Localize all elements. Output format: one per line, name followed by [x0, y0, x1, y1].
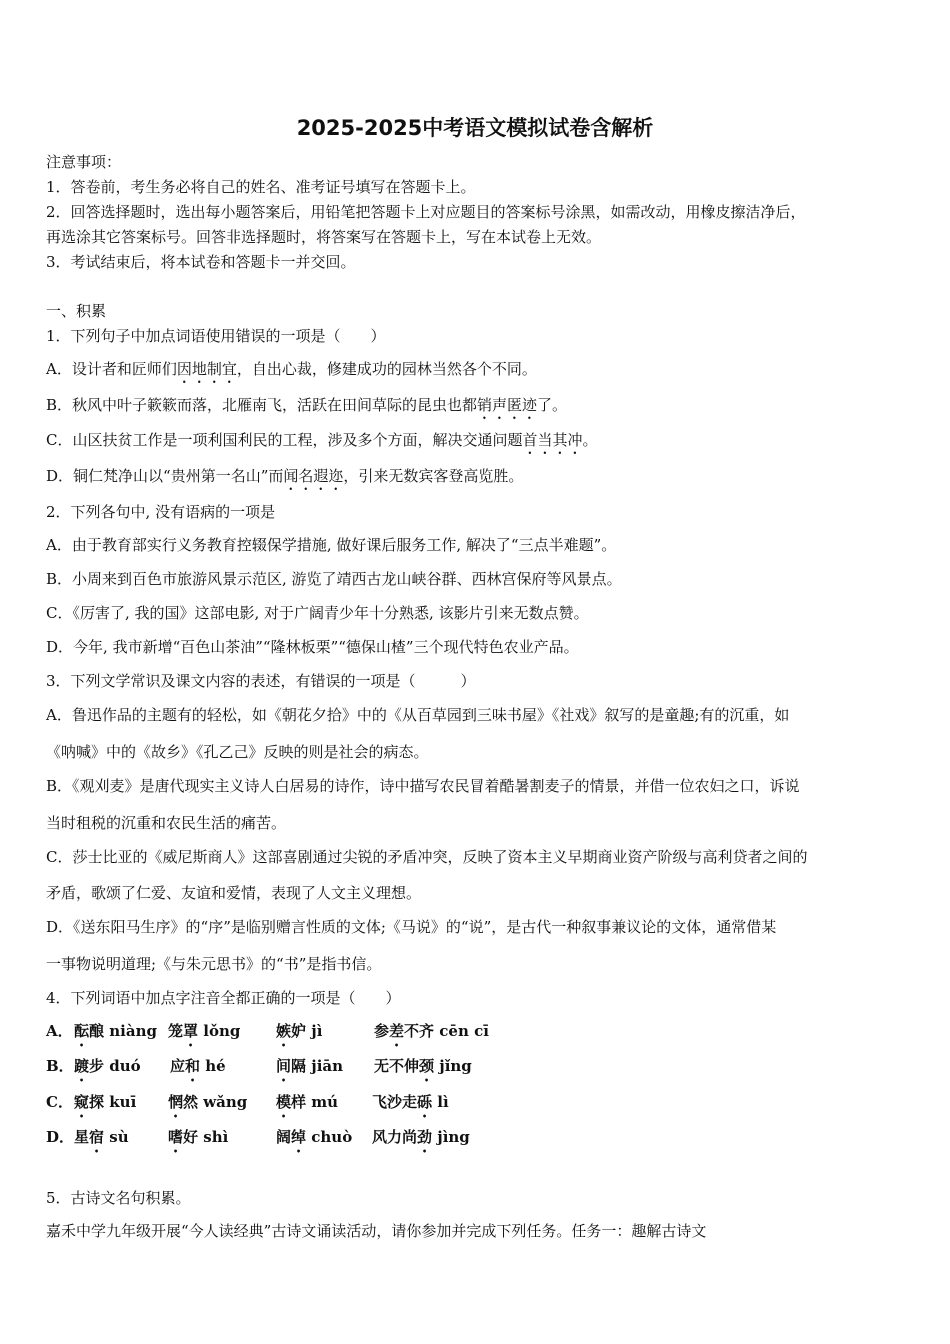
word-1: 星宿 sù	[74, 1128, 129, 1146]
word-1: 窥探 kuī	[74, 1093, 137, 1111]
pinyin: sù	[109, 1128, 129, 1146]
pinyin: jiān	[311, 1057, 344, 1075]
word-2: 惘然 wǎng	[168, 1093, 248, 1111]
option-label: D．铜仁梵净山以“贵州第一名山”而	[46, 467, 284, 485]
pinyin: niàng	[109, 1022, 157, 1040]
option-label: B．秋风中叶子簌簌而落，北雁南飞，活跃在田间草际的昆虫也都	[46, 396, 478, 414]
question-5-intro: 嘉禾中学九年级开展“今人读经典”古诗文诵读活动，请你参加并完成下列任务。任务一：趣解古诗文	[46, 1222, 707, 1240]
notice-heading: 注意事项：	[46, 153, 122, 171]
pinyin: cēn cī	[439, 1022, 489, 1040]
word-2: 笼罩 lǒng	[168, 1022, 241, 1040]
notice-item: 1．答卷前，考生务必将自己的姓名、准考证号填写在答题卡上。	[46, 178, 476, 196]
question-3-option-d-cont: 一事物说明道理;《与朱元思书》的“书”是指书信。	[46, 955, 382, 973]
question-3-option-b: B．《观刈麦》是唐代现实主义诗人白居易的诗作，诗中描写农民冒着酷暑割麦子的情景，并借一位农妇之口，诉说	[46, 777, 800, 795]
question-2-option-c: C．《厉害了, 我的国》这部电影, 对于广阔青少年十分熟悉, 该影片引来无数点赞。	[46, 604, 589, 622]
pinyin: duó	[109, 1057, 141, 1075]
pinyin: jìng	[437, 1128, 470, 1146]
option-label: D．	[46, 1128, 75, 1146]
pinyin: shì	[203, 1128, 229, 1146]
question-3-option-a-cont: 《呐喊》中的《故乡》《孔乙己》反映的则是社会的病态。	[46, 743, 429, 761]
dotted-word: 首当其冲	[522, 431, 583, 449]
option-label: A．设计者和匠师们	[46, 360, 177, 378]
pinyin: jǐng	[439, 1057, 472, 1075]
notice-item: 3．考试结束后，将本试卷和答题卡一并交回。	[46, 253, 356, 271]
pinyin: kuī	[109, 1093, 137, 1111]
dotted-word: 销声匿迹	[477, 396, 538, 414]
option-label: B．	[46, 1057, 74, 1075]
option-label: A．	[46, 1022, 73, 1040]
pinyin: jì	[311, 1022, 323, 1040]
pinyin: lì	[437, 1093, 449, 1111]
question-1-option-c	[46, 430, 908, 458]
question-1-stem: 1．下列句子中加点词语使用错误的一项是（ ）	[46, 327, 386, 345]
word-3: 间隔 jiān	[276, 1057, 344, 1075]
question-2-stem: 2．下列各句中, 没有语病的一项是	[46, 503, 276, 521]
question-2-option-b: B．小周来到百色市旅游风景示范区, 游览了靖西古龙山峡谷群、西林宫保府等风景点。	[46, 570, 622, 588]
pinyin: wǎng	[203, 1093, 248, 1111]
question-1-option-d	[46, 466, 908, 494]
pinyin: mú	[311, 1093, 339, 1111]
word-1: 酝酿 niàng	[74, 1022, 157, 1040]
question-2-option-a: A．由于教育部实行义务教育控辍保学措施, 做好课后服务工作, 解决了“三点半难题”。	[46, 536, 617, 554]
notice-item: 再选涂其它答案标号。回答非选择题时，将答案写在答题卡上，写在本试卷上无效。	[46, 228, 602, 246]
question-2-option-d: D．今年, 我市新增“百色山茶油”“隆林板栗”“德保山楂”三个现代特色农业产品。	[46, 638, 579, 656]
question-4-stem: 4．下列词语中加点字注音全都正确的一项是（ ）	[46, 989, 401, 1007]
question-3-option-d: D．《送东阳马生序》的“序”是临别赠言性质的文体;《马说》的“说”，是古代一种叙事兼议论的文体，通常借某	[46, 918, 777, 936]
word-2: 应和 hé	[170, 1057, 226, 1075]
word-4: 参差不齐 cēn cī	[374, 1022, 489, 1040]
option-text: 。	[582, 431, 598, 449]
question-1-option-b	[46, 395, 908, 423]
option-text: ，引来无数宾客登高览胜。	[343, 467, 524, 485]
page-title: 2025-2025中考语文模拟试卷含解析	[296, 116, 654, 140]
word-3: 阔绰 chuò	[276, 1128, 353, 1146]
option-text: 了。	[537, 396, 568, 414]
question-3-stem: 3．下列文学常识及课文内容的表述，有错误的一项是（ ）	[46, 672, 476, 690]
question-3-option-b-cont: 当时租税的沉重和农民生活的痛苦。	[46, 814, 287, 832]
word-3: 模样 mú	[276, 1093, 339, 1111]
notice-item: 2．回答选择题时，选出每小题答案后，用铅笔把答题卡上对应题目的答案标号涂黑，如需改动，用橡皮擦洁净后，	[46, 203, 806, 221]
word-3: 嫉妒 jì	[276, 1022, 323, 1040]
question-5-stem: 5．古诗文名句积累。	[46, 1189, 191, 1207]
dotted-word: 因地制宜	[176, 360, 237, 378]
option-label: C．	[46, 1093, 73, 1111]
pinyin: lǒng	[203, 1022, 241, 1040]
pinyin: chuò	[311, 1128, 353, 1146]
option-text: ，自出心裁，修建成功的园林当然各个不同。	[236, 360, 537, 378]
question-3-option-a: A．鲁迅作品的主题有的轻松，如《朝花夕拾》中的《从百草园到三味书屋》《社戏》叙写的是童趣;有的沉重，如	[46, 706, 790, 724]
word-4: 风力尚劲 jìng	[372, 1128, 470, 1146]
question-1-option-a	[46, 359, 908, 387]
word-4: 无不伸颈 jǐng	[374, 1057, 472, 1075]
section-heading: 一、积累	[46, 302, 107, 320]
question-3-option-c-cont: 矛盾，歌颂了仁爱、友谊和爱情，表现了人文主义理想。	[46, 884, 422, 902]
word-4: 飞沙走砾 lì	[372, 1093, 449, 1111]
word-1: 踱步 duó	[74, 1057, 141, 1075]
pinyin: hé	[205, 1057, 226, 1075]
option-label: C．山区扶贫工作是一项利国利民的工程，涉及多个方面，解决交通问题	[46, 431, 523, 449]
word-2: 嗜好 shì	[168, 1128, 229, 1146]
dotted-word: 闻名遐迩	[283, 467, 344, 485]
question-3-option-c: C．莎士比亚的《威尼斯商人》这部喜剧通过尖锐的矛盾冲突，反映了资本主义早期商业资产阶级与高利贷者之间的	[46, 848, 808, 866]
